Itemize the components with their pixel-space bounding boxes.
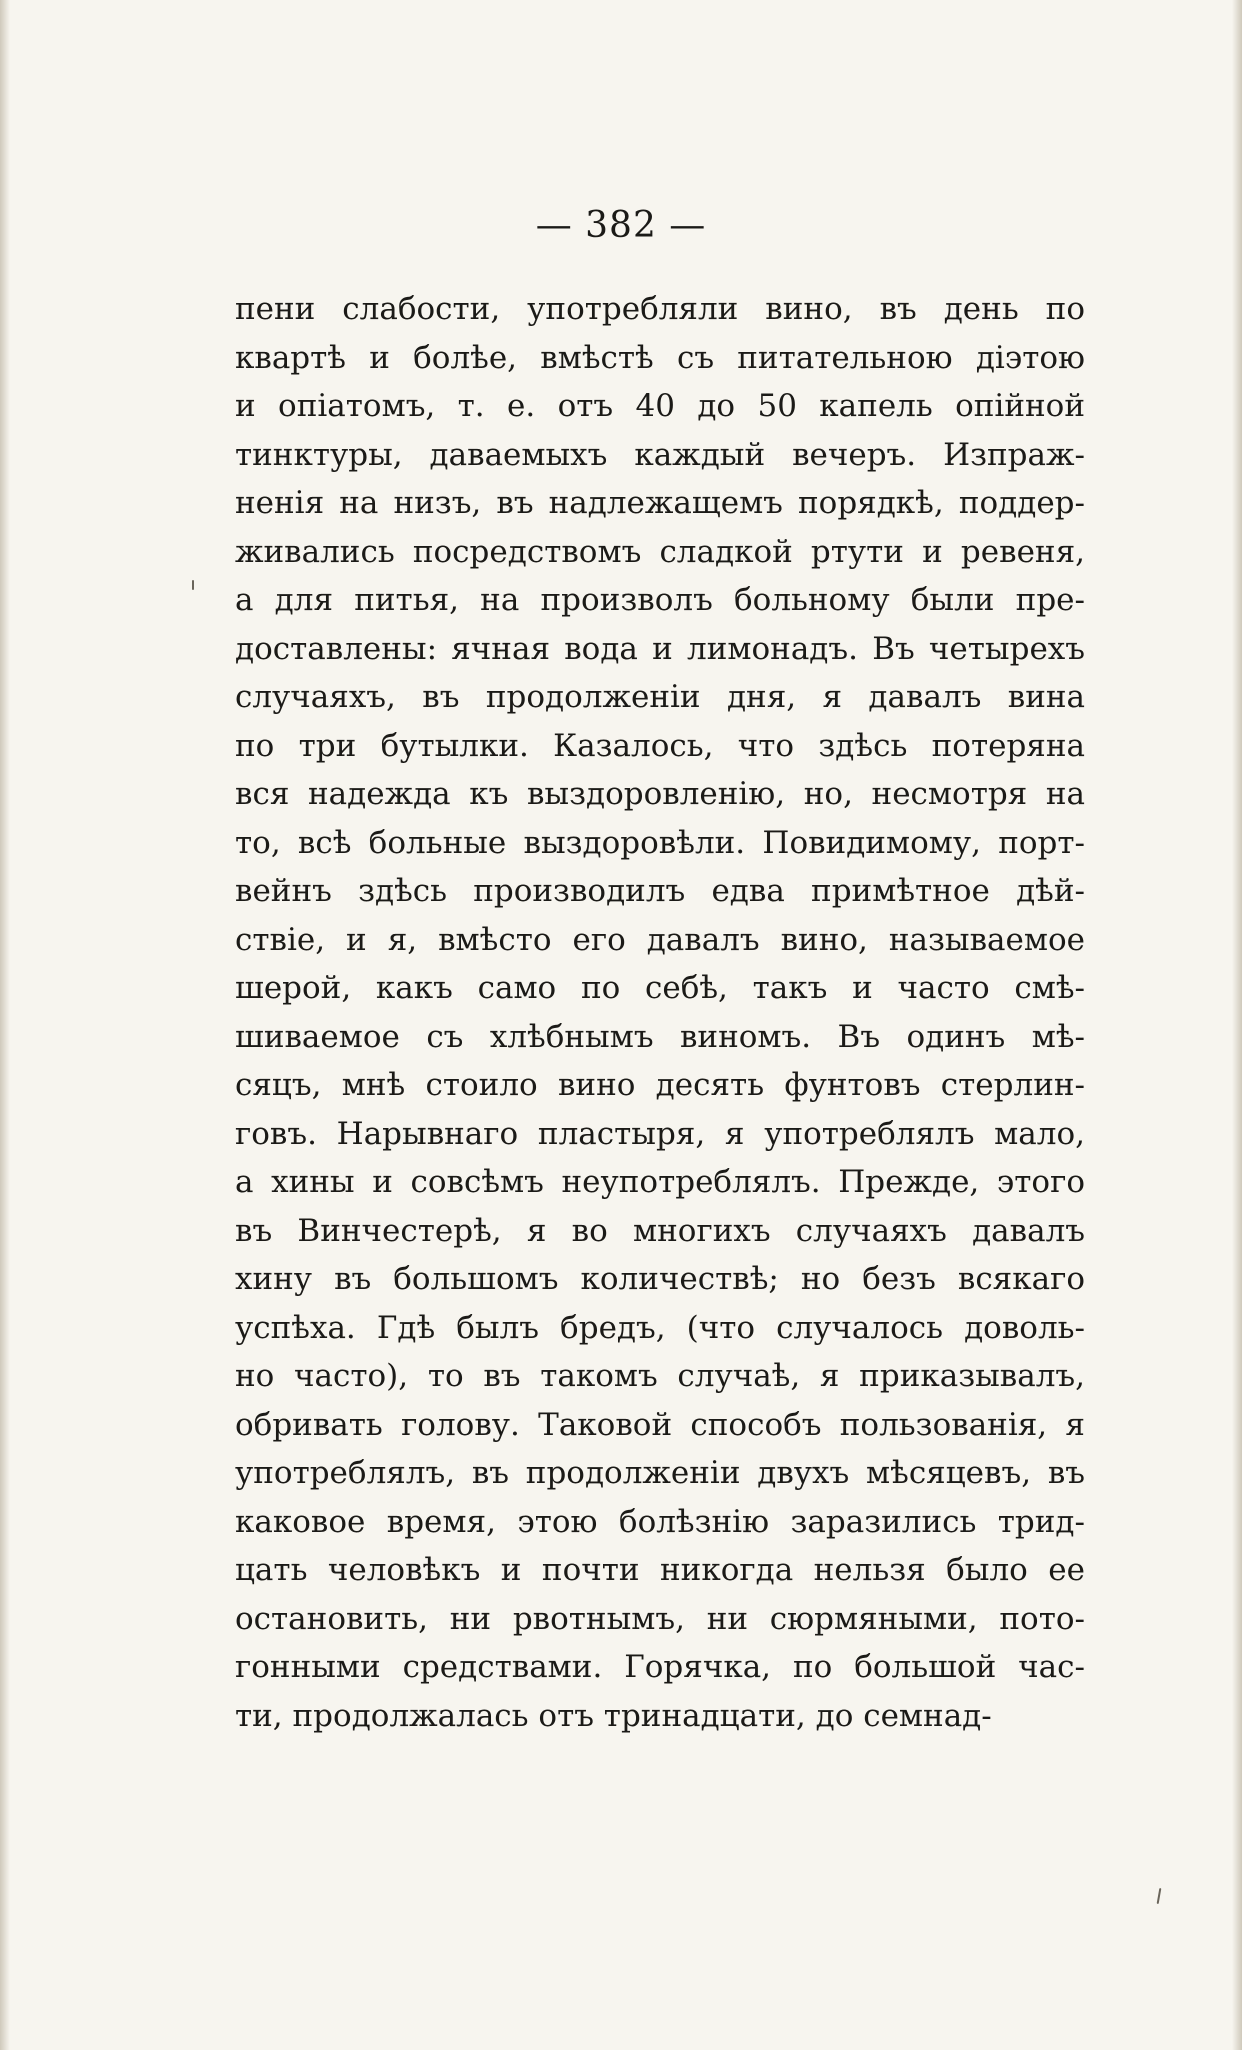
text-line: случаяхъ, въ продолженiи дня, я давалъ вина: [235, 679, 1085, 715]
text-line: въ Винчестерѣ, я во многихъ случаяхъ давалъ: [235, 1212, 1085, 1249]
text-line: по три бутылки. Казалось, что здѣсь потеряна: [235, 727, 1085, 764]
text-line: употреблялъ, въ продолженiи двухъ мѣсяцевъ, въ: [235, 1455, 1085, 1491]
text-line: гонными средствами. Горячка, по большой час-: [235, 1649, 1085, 1685]
text-line: остановить, ни рвотнымъ, ни сюрмяными, пото-: [235, 1600, 1085, 1637]
text-line: обривать голову. Таковой способъ пользованiя, я: [235, 1406, 1085, 1443]
text-line: тинктуры, даваемыхъ каждый вечеръ. Изпраж-: [235, 436, 1085, 473]
text-line: живались посредствомъ сладкой ртути и ревеня,: [235, 533, 1085, 570]
text-line: доставлены: ячная вода и лимонадъ. Въ четырехъ: [235, 630, 1085, 667]
text-line: сяцъ, мнѣ стоило вино десять фунтовъ стерлин-: [235, 1067, 1085, 1103]
text-line: то, всѣ больные выздоровѣли. Повидимому, порт-: [235, 824, 1085, 861]
text-line: вся надежда къ выздоровленiю, но, несмотря на: [235, 776, 1085, 812]
text-line: ти, продолжалась отъ тринадцати, до семнад-: [235, 1697, 992, 1734]
page-left-edge: [0, 0, 10, 2050]
text-line: вейнъ здѣсь производилъ едва примѣтное дѣй-: [235, 873, 1085, 909]
page-right-edge: [1232, 0, 1242, 2050]
text-line: и опiатомъ, т. е. отъ 40 до 50 капель опiйной: [235, 388, 1085, 424]
text-line: шерой, какъ само по себѣ, такъ и часто смѣ-: [235, 970, 1085, 1006]
page-speck: [1157, 1888, 1162, 1904]
body-text: [235, 285, 1085, 1740]
text-line: но часто), то въ такомъ случаѣ, я приказывалъ,: [235, 1358, 1085, 1394]
text-line: хину въ большомъ количествѣ; но безъ всякаго: [235, 1261, 1085, 1297]
text-line: ствiе, и я, вмѣсто его давалъ вино, называемое: [235, 921, 1085, 958]
text-line: квартѣ и болѣе, вмѣстѣ съ питательною дiэтою: [235, 339, 1085, 376]
text-line: каковое время, этою болѣзнiю заразились трид-: [235, 1503, 1085, 1540]
text-line: а для питья, на произволъ больному были пре-: [235, 582, 1085, 618]
text-line: а хины и совсѣмъ неупотреблялъ. Прежде, этого: [235, 1164, 1085, 1200]
page-number: — 382 —: [535, 205, 707, 246]
text-line: говъ. Нарывнаго пластыря, я употреблялъ мало,: [235, 1115, 1085, 1152]
text-line: шиваемое съ хлѣбнымъ виномъ. Въ одинъ мѣ-: [235, 1018, 1085, 1055]
text-line: пени слабости, употребляли вино, въ день по: [235, 291, 1085, 327]
text-line: успѣха. Гдѣ былъ бредъ, (что случалось доволь-: [235, 1309, 1085, 1346]
text-line: ненiя на низъ, въ надлежащемъ порядкѣ, поддер-: [235, 485, 1085, 521]
text-line: цать человѣкъ и почти никогда нельзя было ее: [235, 1552, 1085, 1588]
page-speck: [192, 580, 194, 590]
